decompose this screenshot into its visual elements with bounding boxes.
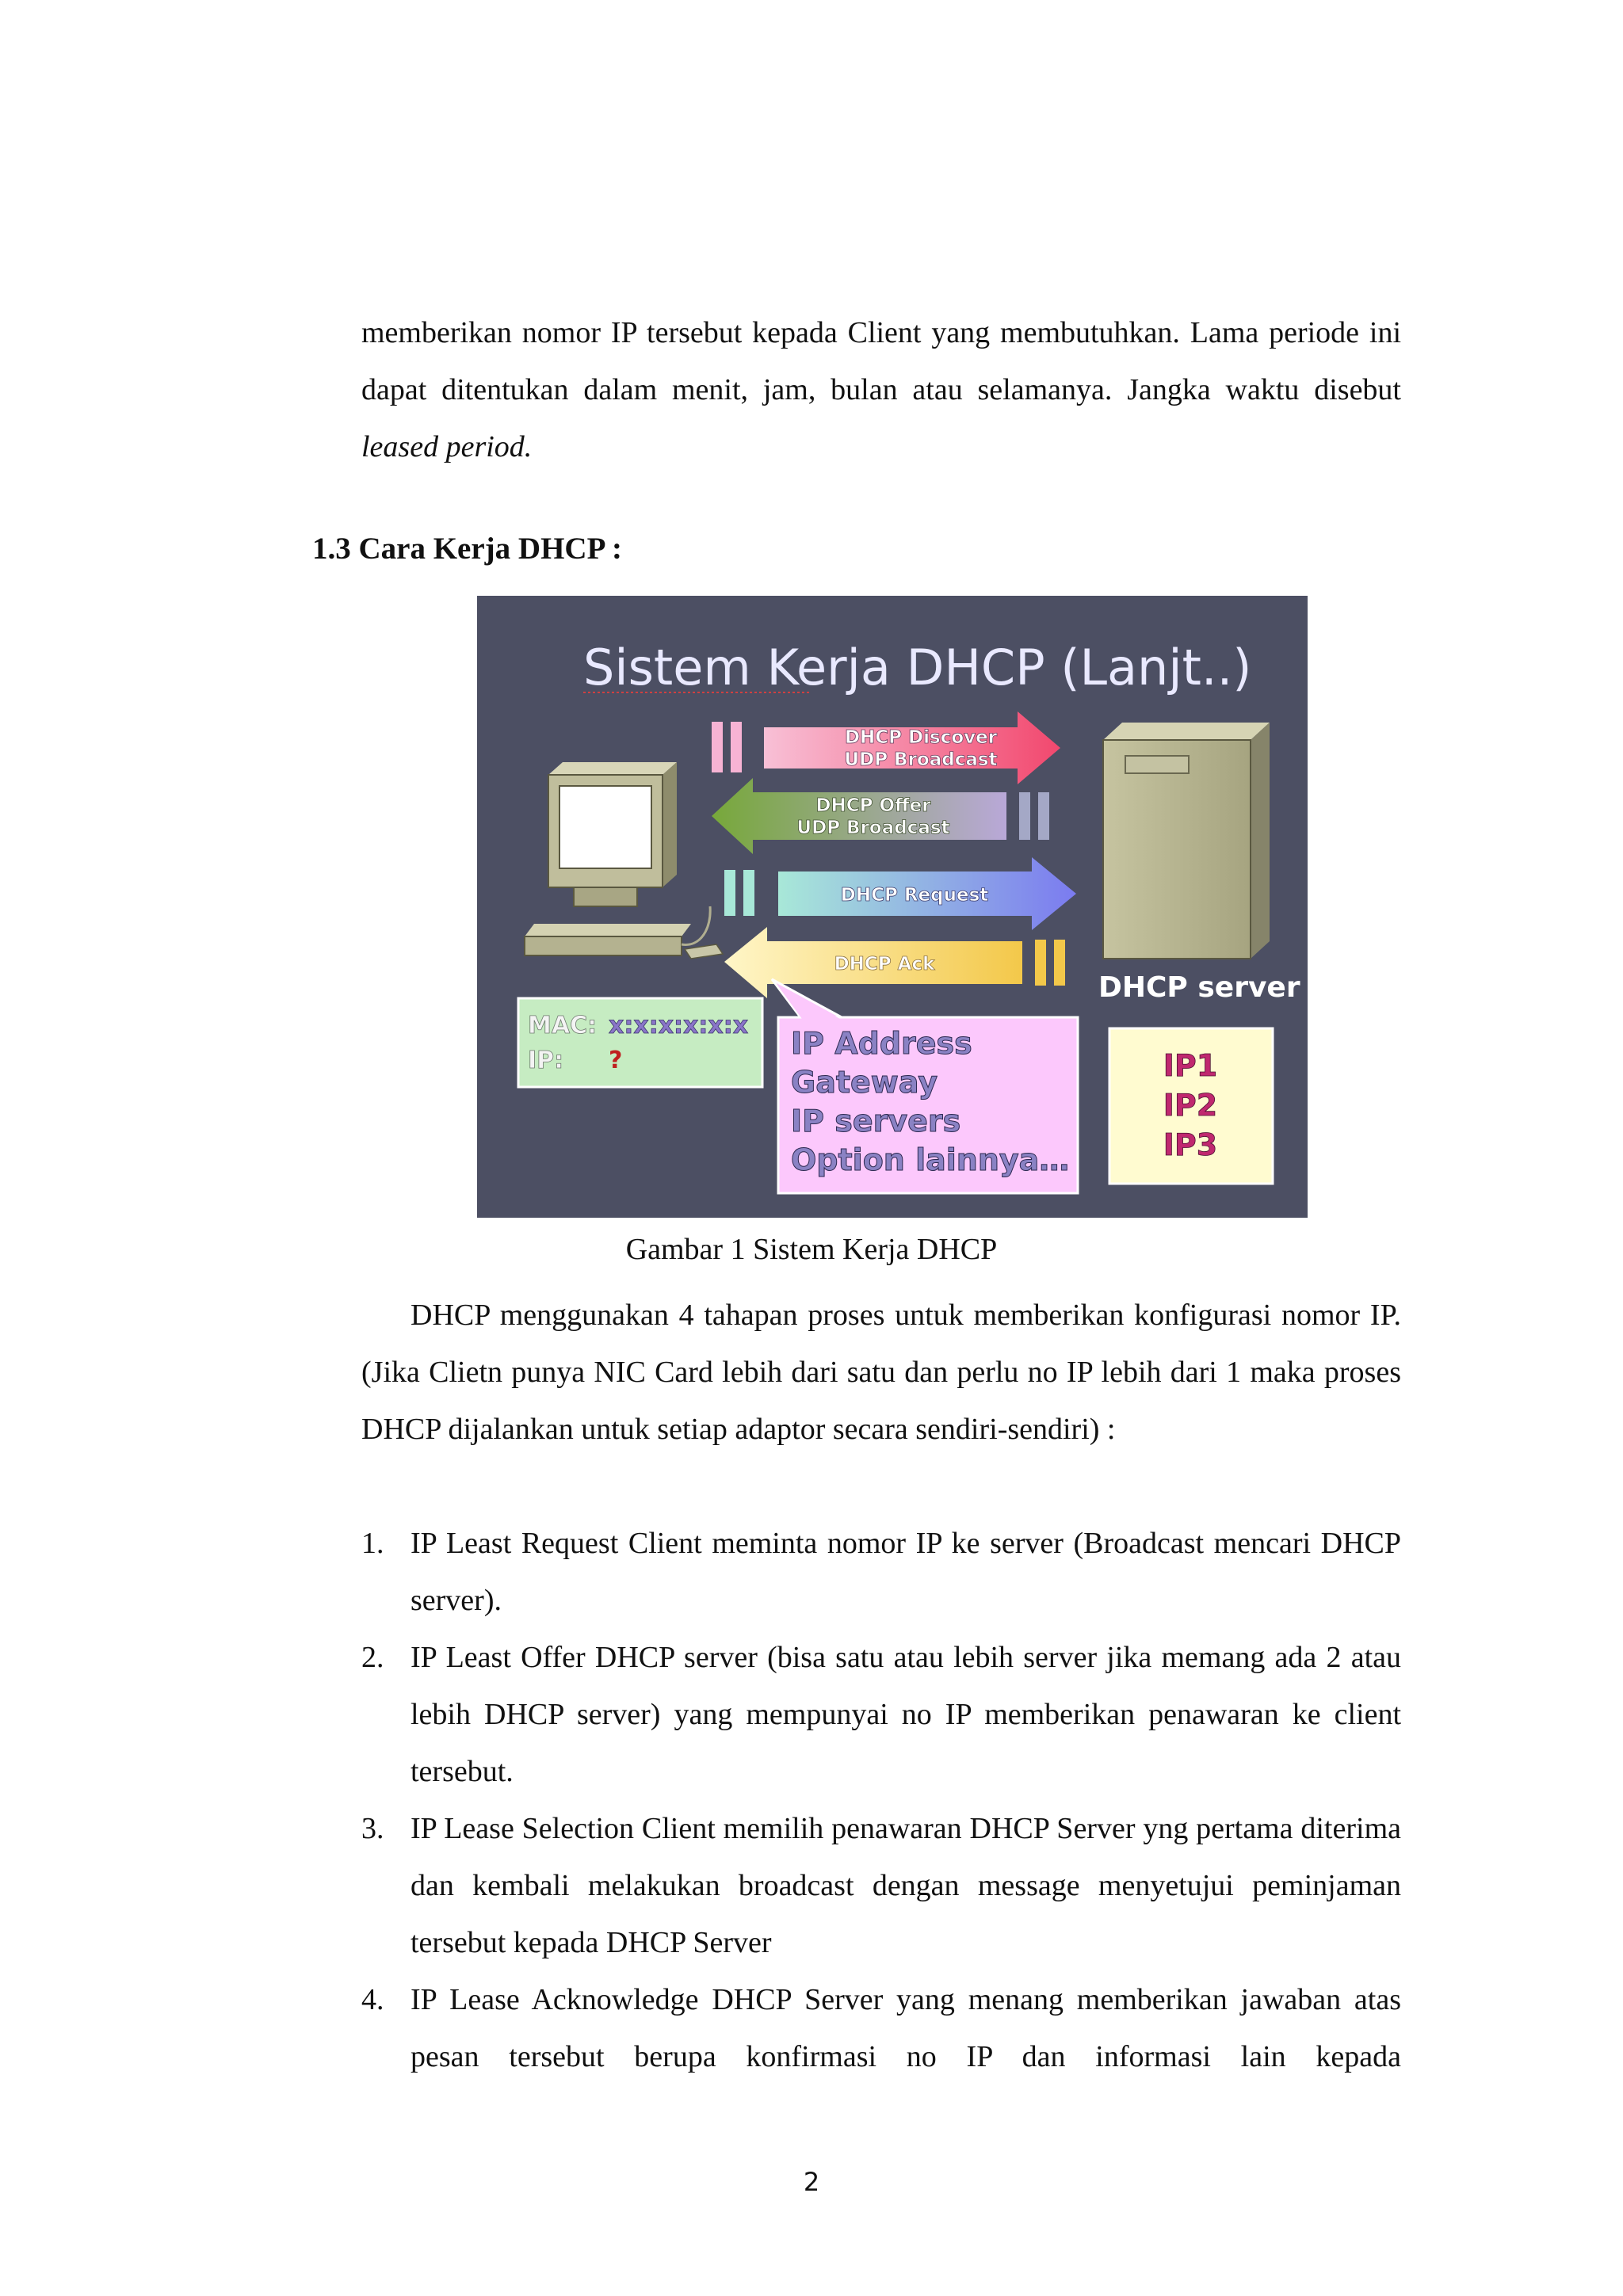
client-address-box	[518, 998, 762, 1087]
figure-caption: Gambar 1 Sistem Kerja DHCP	[625, 1233, 998, 1266]
pool-ip2: IP2	[1163, 1088, 1218, 1123]
body-paragraph: DHCP menggunakan 4 tahapan proses untuk memberikan konfigurasi nomor IP. (Jika Clietn punya NIC Card lebih dari satu dan perlu no IP lebih dari 1 maka proses DHCP dijalankan untuk setiap adaptor secara sendiri-sendiri) :	[361, 1299, 1401, 1446]
step-text: IP Lease Selection Client memilih penawaran DHCP Server yng pertama diterima dan kembali melakukan broadcast dengan message menyetujui peminjaman tersebut kepada DHCP Server	[411, 1812, 1401, 1959]
ip-label: IP:	[528, 1047, 564, 1074]
step-number: 2.	[361, 1641, 384, 1674]
steps-list	[361, 1515, 1401, 2085]
mac-value: x:x:x:x:x:x	[609, 1012, 749, 1039]
discover-label-1: DHCP Discover	[844, 727, 998, 748]
mac-label: MAC:	[528, 1012, 598, 1039]
info-option-lainnya: Option lainnya…	[791, 1142, 1070, 1177]
request-label: DHCP Request	[840, 885, 989, 906]
list-item	[361, 1515, 1401, 1629]
intro-text: memberikan nomor IP tersebut kepada Client yang membutuhkan. Lama periode ini dapat ditentukan dalam menit, jam, bulan atau selamanya. Jangka waktu disebut	[361, 316, 1401, 406]
dhcp-diagram	[477, 596, 1308, 1218]
page-number: 2	[803, 2167, 820, 2197]
discover-label-2: UDP Broadcast	[844, 749, 998, 770]
intro-italic-term: leased period.	[361, 430, 533, 463]
figure-title: Sistem Kerja DHCP (Lanjt..)	[583, 639, 1252, 696]
step-number: 4.	[361, 1983, 384, 2016]
step-text: IP Least Request Client meminta nomor IP ke server (Broadcast mencari DHCP server).	[411, 1527, 1401, 1617]
step-number: 1.	[361, 1527, 384, 1560]
pool-ip3: IP3	[1163, 1127, 1218, 1162]
offer-label-1: DHCP Offer	[815, 795, 931, 816]
ip-pool-box	[1109, 1028, 1273, 1184]
step-text: IP Least Offer DHCP server (bisa satu atau lebih server jika memang ada 2 atau lebih DHCP server) yang mempunyai no IP memberikan penawaran ke client tersebut.	[411, 1641, 1401, 1788]
list-item	[361, 1800, 1401, 1971]
dhcp-figure	[477, 596, 1308, 1218]
info-ip-servers: IP servers	[791, 1104, 961, 1138]
dhcp-server-icon	[1103, 723, 1270, 959]
info-ip-address: IP Address	[791, 1026, 972, 1061]
intro-paragraph	[361, 304, 1401, 475]
offer-label-2: UDP Broadcast	[796, 818, 950, 838]
server-label: DHCP server	[1098, 971, 1300, 1004]
section-heading: 1.3 Cara Kerja DHCP :	[312, 532, 622, 566]
pool-ip1: IP1	[1163, 1048, 1218, 1083]
ip-value: ?	[609, 1047, 623, 1074]
step-text: IP Lease Acknowledge DHCP Server yang menang memberikan jawaban atas pesan tersebut berupa konfirmasi no IP dan informasi lain kepada	[411, 1983, 1401, 2073]
list-item	[361, 1629, 1401, 1800]
info-gateway: Gateway	[791, 1065, 938, 1100]
ack-label: DHCP Ack	[834, 954, 935, 974]
list-item	[361, 1971, 1401, 2085]
step-number: 3.	[361, 1812, 384, 1845]
